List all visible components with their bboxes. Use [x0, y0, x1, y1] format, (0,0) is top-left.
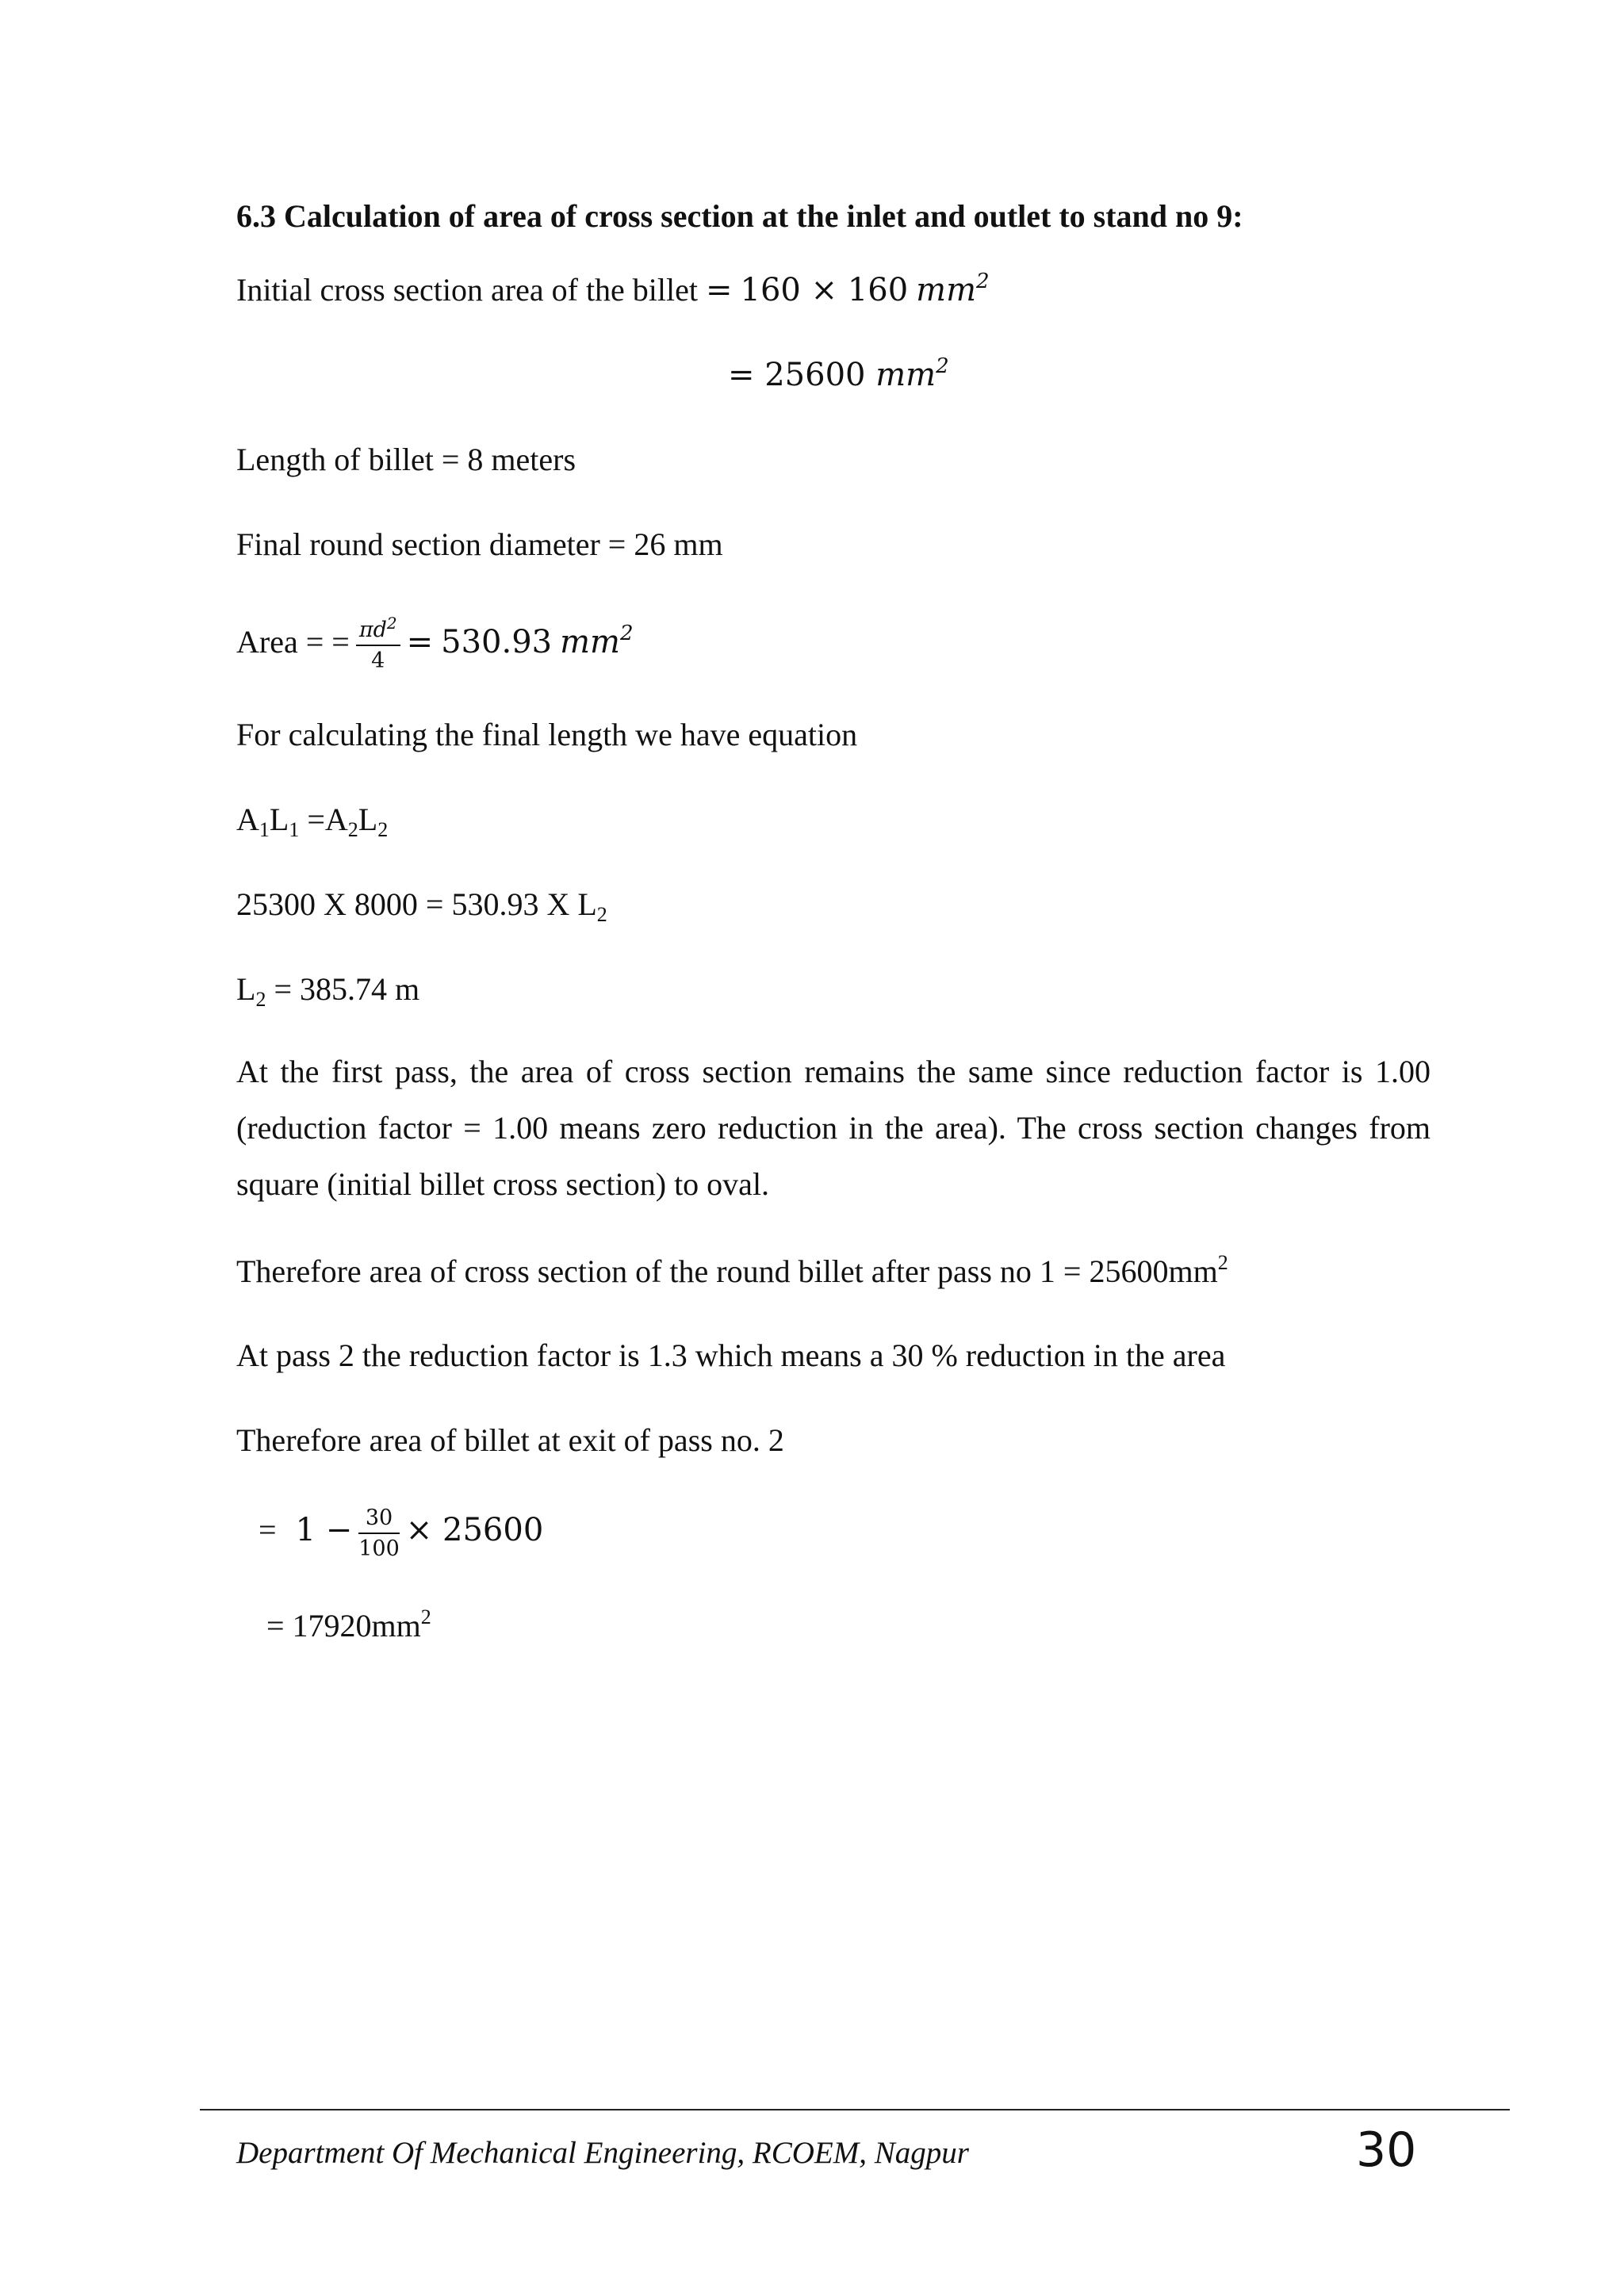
first-pass-paragraph: At the first pass, the area of cross section remains the same since reduction factor is 1.00 (reduction factor = 1.00 means zero reduction in the area). The cross section changes from square (initial billet cross section) to oval.	[236, 1054, 1431, 1202]
initial-area-label: Initial cross section area of the billet	[236, 272, 699, 308]
footer-divider	[200, 2109, 1510, 2110]
pass-2-fraction-numerator: 30	[358, 1507, 400, 1534]
area-fraction-numerator: $\pi d^2$	[356, 619, 400, 646]
billet-length-line: Length of billet = 8 meters	[236, 442, 576, 477]
area-formula-line	[236, 603, 634, 682]
pass-2-exit-line: Therefore area of billet at exit of pass no. 2	[236, 1422, 784, 1458]
area-formula-value: 530.93	[441, 624, 553, 660]
result-length-line: $L_2 = 385.74$ m	[236, 971, 420, 1011]
area-fraction-denominator: 4	[371, 648, 385, 673]
section-heading: 6.3 Calculation of area of cross section at the inlet and outlet to stand no 9:	[236, 198, 1243, 234]
pass-2-formula	[259, 1490, 543, 1570]
area-formula-equals: =	[406, 624, 434, 660]
pass-2-fraction-denominator: 100	[358, 1536, 400, 1561]
area-formula-unit: $mm^2$	[560, 622, 634, 660]
substitution-line: 25300 X 8000 = 530.93 X $L_2$	[236, 886, 607, 926]
initial-area-result-unit: $mm^2$	[875, 354, 949, 393]
area-fraction	[356, 613, 400, 673]
pass-2-reduction-line: At pass 2 the reduction factor is 1.3 which means a 30 % reduction in the area	[236, 1337, 1226, 1373]
pass-2-formula-lead: 1 −	[295, 1512, 353, 1548]
area-formula-label: Area = =	[236, 624, 350, 660]
initial-area-result-line	[728, 356, 949, 394]
initial-area-equals: =	[706, 272, 733, 308]
initial-area-line	[236, 271, 990, 309]
pass-2-fraction	[358, 1507, 400, 1559]
pass-2-formula-tail: × 25600	[405, 1512, 544, 1548]
initial-area-result-value: 25600	[764, 357, 866, 393]
final-diameter-line: Final round section diameter = 26 mm	[236, 526, 723, 562]
initial-area-unit: $mm^2$	[916, 270, 990, 308]
footer-department: Department Of Mechanical Engineering, RCOEM, Nagpur	[236, 2136, 969, 2170]
initial-area-expression: 160 × 160	[740, 272, 909, 308]
initial-area-result-equals: =	[728, 357, 755, 393]
page-number: 30	[1356, 2122, 1417, 2178]
pass-2-formula-equals: =	[259, 1512, 277, 1548]
after-pass-1-line: Therefore area of cross section of the round billet after pass no $1 = 25600mm^2$	[236, 1251, 1228, 1289]
pass-2-result: = $17920mm^2$	[266, 1605, 431, 1644]
final-length-intro: For calculating the final length we have equation	[236, 717, 858, 752]
continuity-equation: $A_1L_1 =A_2L_2$	[236, 802, 389, 841]
